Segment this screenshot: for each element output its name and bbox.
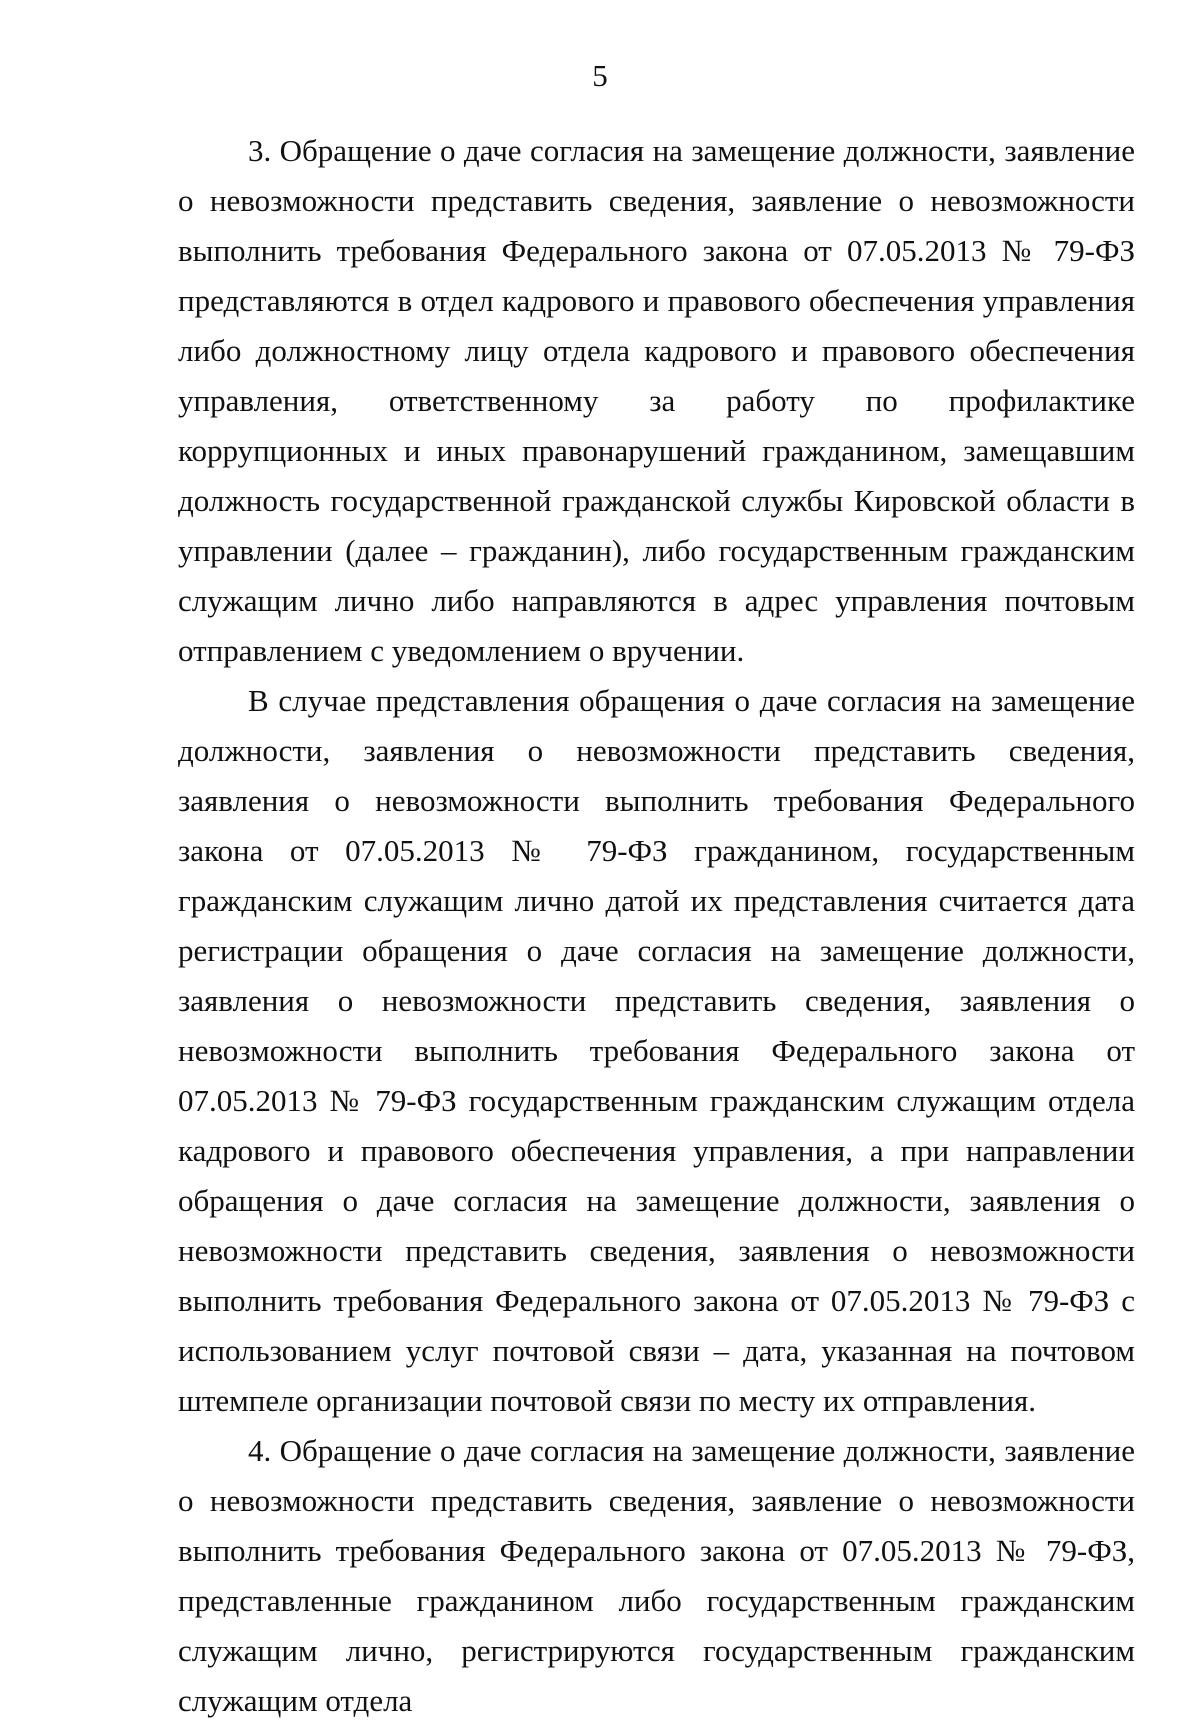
paragraph-submission-date: В случае представления обращения о даче согласия на замещение должности, заявления о невозможности представить сведения, заявления о невозможности выполнить требования Федерального закона от 07.05.2013 № 79-ФЗ гражданином, государственным гражданским служащим лично датой их представления считается дата регистрации обращения о даче согласия на замещение должности, заявления о невозможности представить сведения, заявления о невозможности выполнить требования Федерального закона от 07.05.2013 № 79-ФЗ государственным гражданским служащим отдела кадрового и правового обеспечения управления, а при направлении обращения о даче согласия на замещение должности, заявления о невозможности представить сведения, заявления о невозможности выполнить требования Федерального закона от 07.05.2013 № 79-ФЗ с использованием услуг почтовой связи – дата, указанная на почтовом штемпеле организации почтовой связи по месту их отправления. — [178, 683, 1135, 1418]
page-number: 5 — [592, 58, 608, 93]
paragraph-4: 4. Обращение о даче согласия на замещение должности, заявление о невозможности представить сведения, заявление о невозможности выполнить требования Федерального закона от 07.05.2013 № 79-ФЗ, представленные гражданином либо государственным гражданским служащим лично, регистрируются государственным гражданским служащим отдела — [178, 1433, 1135, 1718]
paragraph-3: 3. Обращение о даче согласия на замещение должности, заявление о невозможности представить сведения, заявление о невозможности выполнить требования Федерального закона от 07.05.2013 № 79-ФЗ представляются в отдел кадрового и правового обеспечения управления либо должностному лицу отдела кадрового и правового обеспечения управления, ответственному за работу по профилактике коррупционных и иных правонарушений гражданином, замещавшим должность государственной гражданской службы Кировской области в управлении (далее – гражданин), либо государственным гражданским служащим лично либо направляются в адрес управления почтовым отправлением с уведомлением о вручении. — [178, 133, 1135, 668]
document-body — [178, 126, 1135, 1726]
